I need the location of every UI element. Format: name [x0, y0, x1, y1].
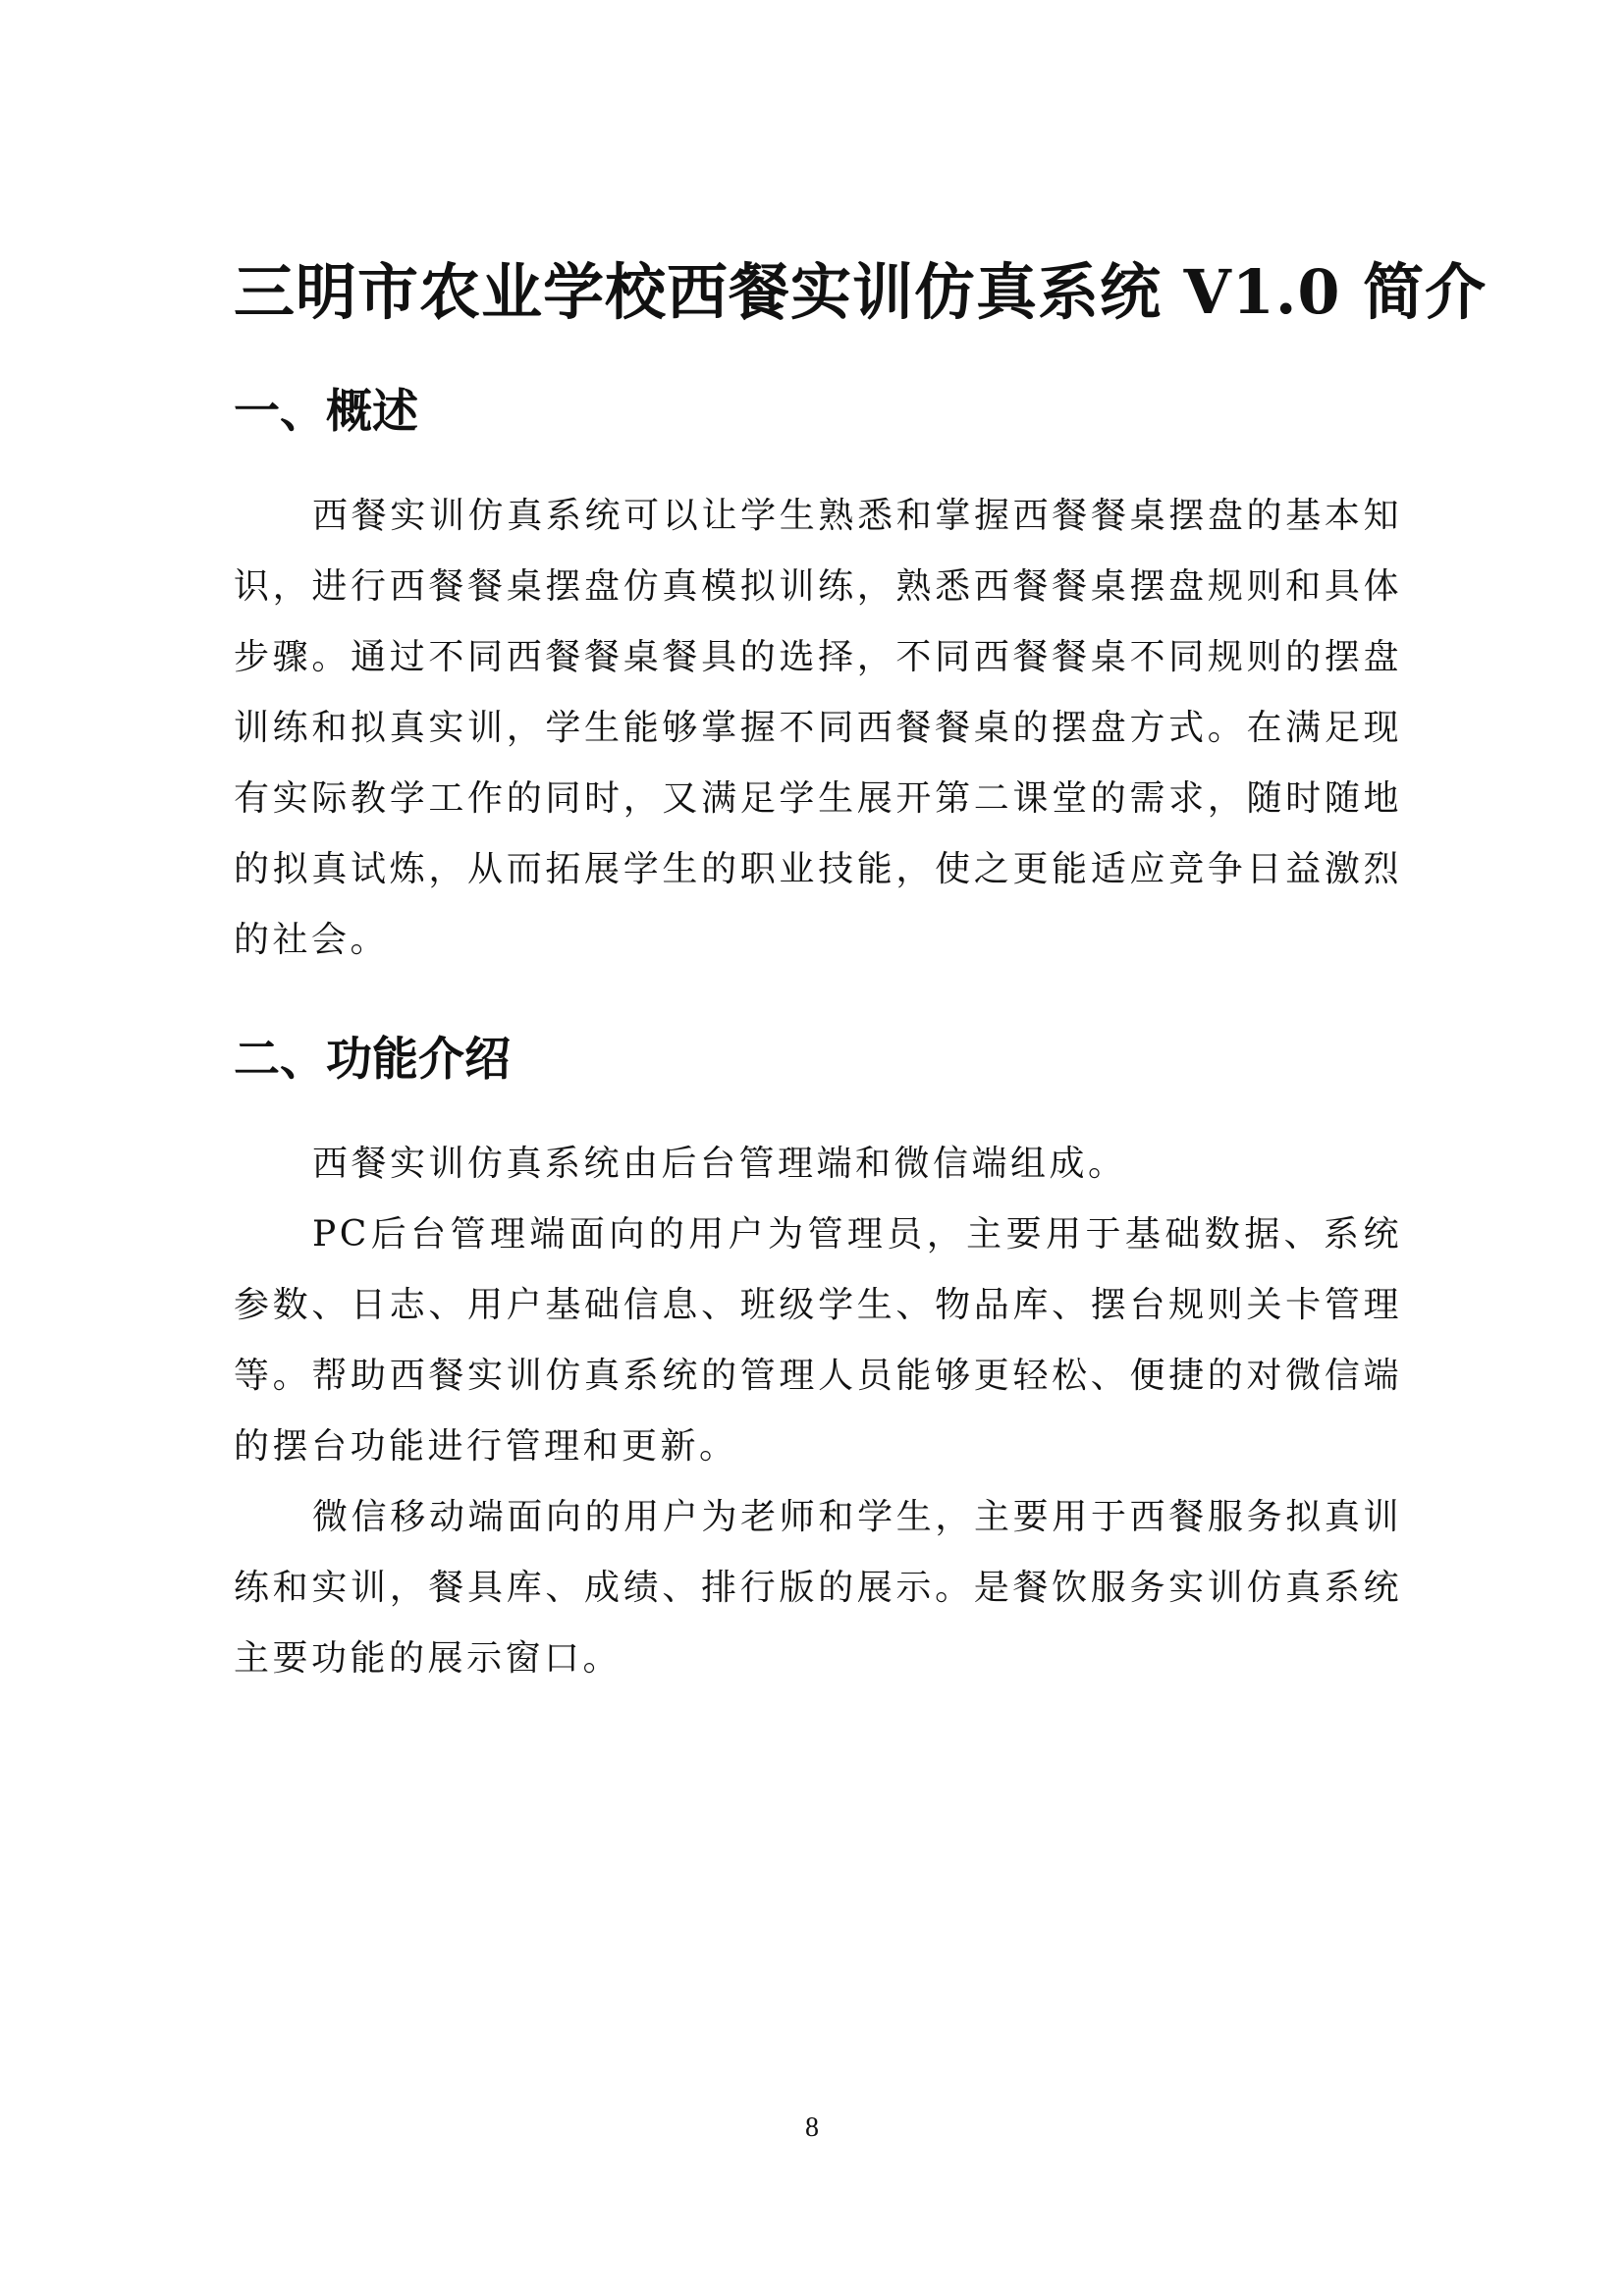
features-paragraph-pc-admin: PC后台管理端面向的用户为管理员，主要用于基础数据、系统参数、日志、用户基础信息、班级学生、物品库、摆台规则关卡管理等。帮助西餐实训仿真系统的管理人员能够更轻松、便捷的对微信端的摆台功能进行管理和更新。 — [234, 1214, 1402, 1467]
overview-paragraph: 西餐实训仿真系统可以让学生熟悉和掌握西餐餐桌摆盘的基本知识，进行西餐餐桌摆盘仿真模拟训练，熟悉西餐餐桌摆盘规则和具体步骤。通过不同西餐餐桌餐具的选择，不同西餐餐桌不同规则的摆盘训练和拟真实训，学生能够掌握不同西餐餐桌的摆盘方式。在满足现有实际教学工作的同时，又满足学生展开第二课堂的需求，随时随地的拟真试炼，从而拓展学生的职业技能，使之更能适应竞争日益激烈的社会。 — [234, 496, 1402, 960]
page-number: 8 — [805, 2112, 819, 2143]
features-paragraph-intro: 西餐实训仿真系统由后台管理端和微信端组成。 — [312, 1144, 1127, 1184]
features-paragraph-wechat: 微信移动端面向的用户为老师和学生，主要用于西餐服务拟真训练和实训，餐具库、成绩、排行版的展示。是餐饮服务实训仿真系统主要功能的展示窗口。 — [234, 1497, 1402, 1679]
document-title: 三明市农业学校西餐实训仿真系统 V1.0 简介 — [234, 256, 1488, 328]
section-heading-features: 二、功能介绍 — [234, 1033, 511, 1087]
section-heading-overview: 一、概述 — [234, 385, 418, 439]
